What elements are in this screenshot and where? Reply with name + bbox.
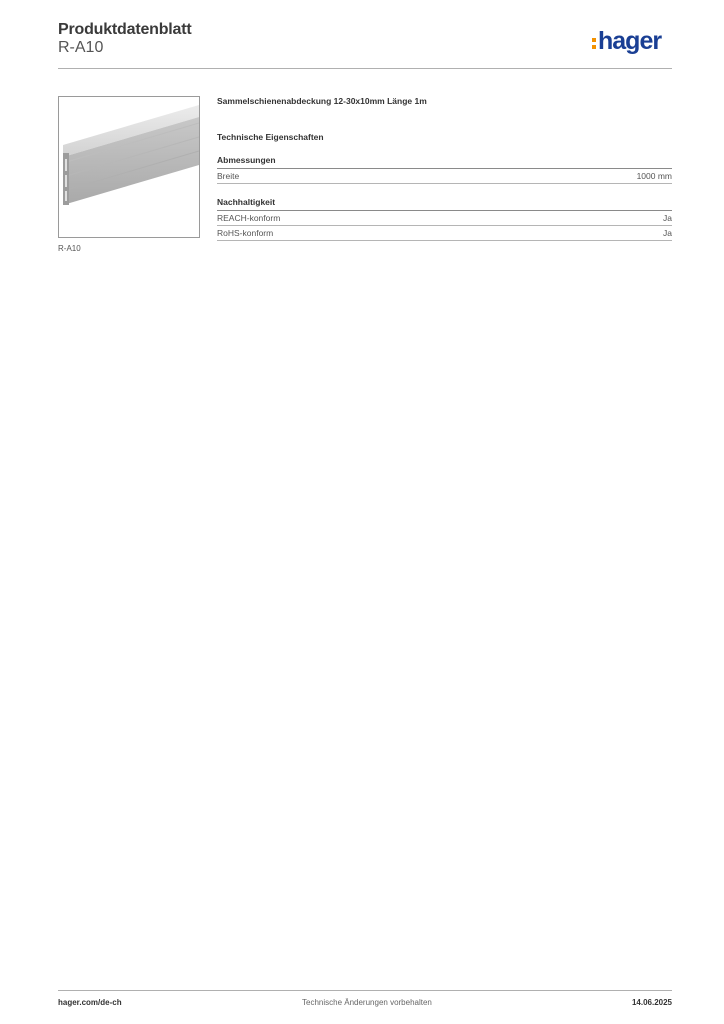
group-title: Nachhaltigkeit <box>217 197 672 211</box>
technical-heading: Technische Eigenschaften <box>217 132 324 142</box>
footer-date: 14.06.2025 <box>631 998 672 1007</box>
footer-website-link[interactable]: hager.com/de-ch <box>58 998 122 1007</box>
logo-text: hager <box>598 26 662 55</box>
product-name: Sammelschienenabdeckung 12-30x10mm Länge 1m <box>217 96 427 106</box>
footer-divider <box>58 990 672 991</box>
product-image <box>58 96 200 238</box>
footer-notice: Technische Änderungen vorbehalten <box>302 998 432 1007</box>
property-label: Breite <box>217 171 240 181</box>
group-title: Abmessungen <box>217 155 672 169</box>
busbar-cover-profile-icon <box>59 97 199 237</box>
property-value: 1000 mm <box>636 171 672 181</box>
property-label: REACH-konform <box>217 213 281 223</box>
image-caption: R-A10 <box>58 244 81 253</box>
property-value: Ja <box>663 213 672 223</box>
property-row <box>217 169 672 184</box>
article-number: R-A10 <box>58 39 104 56</box>
property-row <box>217 211 672 226</box>
group-dimensions <box>217 155 672 184</box>
header-divider <box>58 68 672 69</box>
property-value: Ja <box>663 228 672 238</box>
property-row <box>217 226 672 241</box>
hager-logo <box>592 26 661 56</box>
property-label: RoHS-konform <box>217 228 274 238</box>
page-title: Produktdatenblatt <box>58 21 192 38</box>
logo-dots-icon <box>592 38 596 49</box>
group-sustainability <box>217 197 672 241</box>
product-details <box>217 96 672 241</box>
